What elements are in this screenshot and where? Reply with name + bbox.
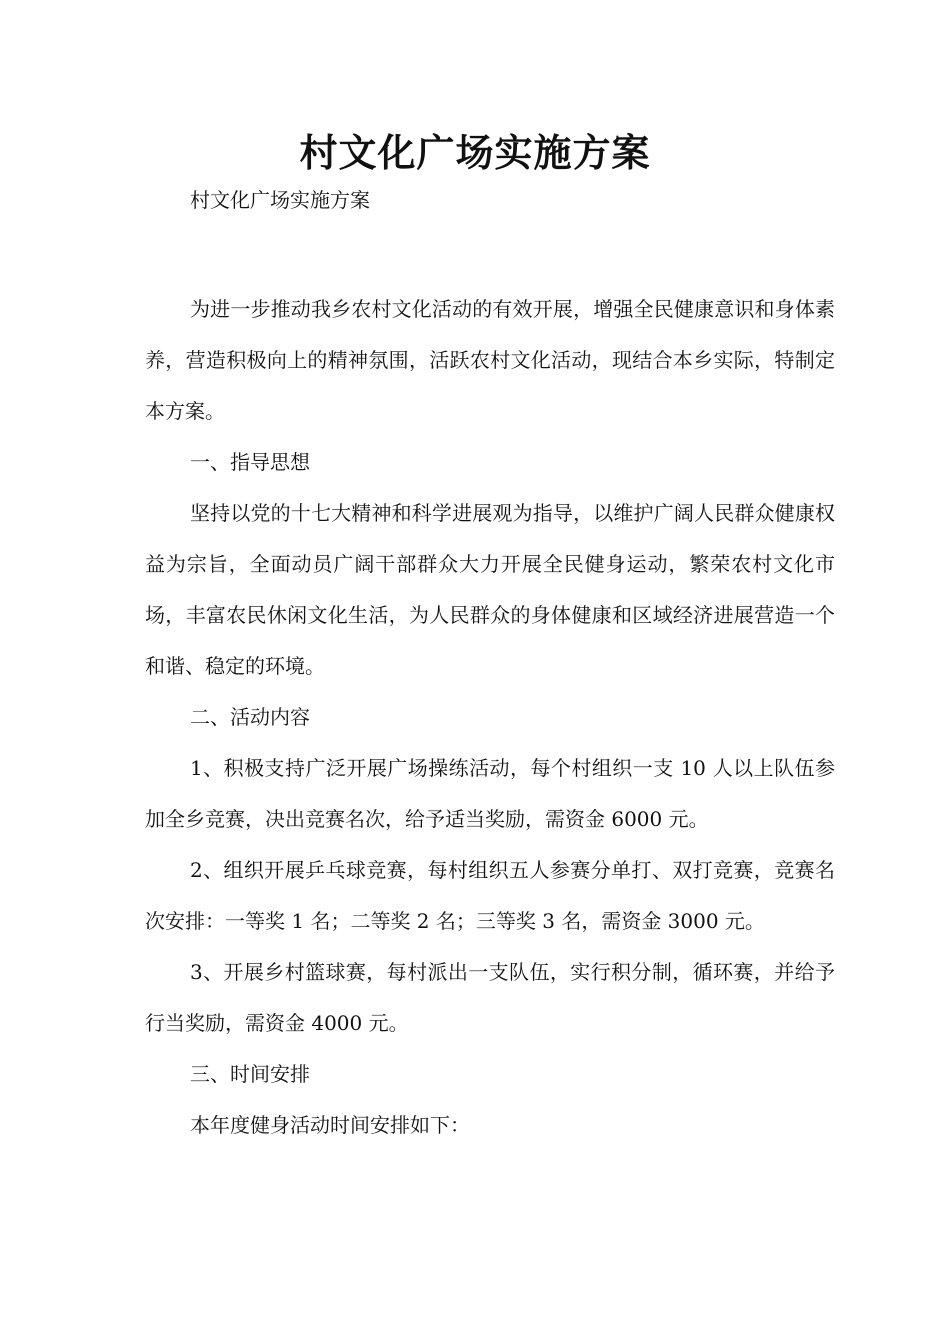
paragraph-activity-1: 1、积极支持广泛开展广场操练活动，每个村组织一支 10 人以上队伍参加全乡竞赛，决出竞赛名次，给予适当奖励，需资金 6000 元。 — [145, 756, 835, 831]
document-title: 村文化广场实施方案 — [299, 131, 651, 175]
paragraph-schedule: 本年度健身活动时间安排如下： — [190, 1113, 470, 1137]
document-subtitle: 村文化广场实施方案 — [190, 188, 370, 212]
section-heading-schedule: 三、时间安排 — [190, 1062, 310, 1086]
paragraph-activity-3: 3、开展乡村篮球赛，每村派出一支队伍，实行积分制，循环赛，并给予行当奖励，需资金 4000 元。 — [145, 960, 835, 1035]
section-heading-activity-content: 二、活动内容 — [190, 705, 310, 729]
paragraph-guiding-thought: 坚持以党的十七大精神和科学进展观为指导，以维护广阔人民群众健康权益为宗旨，全面动员广阔干部群众大力开展全民健身运动，繁荣农村文化市场，丰富农民休闲文化生活，为人民群众的身体健康和区域经济进展营造一个和谐、稳定的环境。 — [145, 501, 835, 678]
document-body — [145, 284, 835, 1151]
paragraph-intro: 为进一步推动我乡农村文化活动的有效开展，增强全民健康意识和身体素养，营造积极向上的精神氛围，活跃农村文化活动，现结合本乡实际，特制定本方案。 — [145, 297, 835, 423]
paragraph-activity-2: 2、组织开展乒乓球竞赛，每村组织五人参赛分单打、双打竞赛，竞赛名次安排：一等奖 1 名；二等奖 2 名；三等奖 3 名，需资金 3000 元。 — [145, 858, 835, 933]
section-heading-guiding-thought: 一、指导思想 — [190, 450, 310, 474]
